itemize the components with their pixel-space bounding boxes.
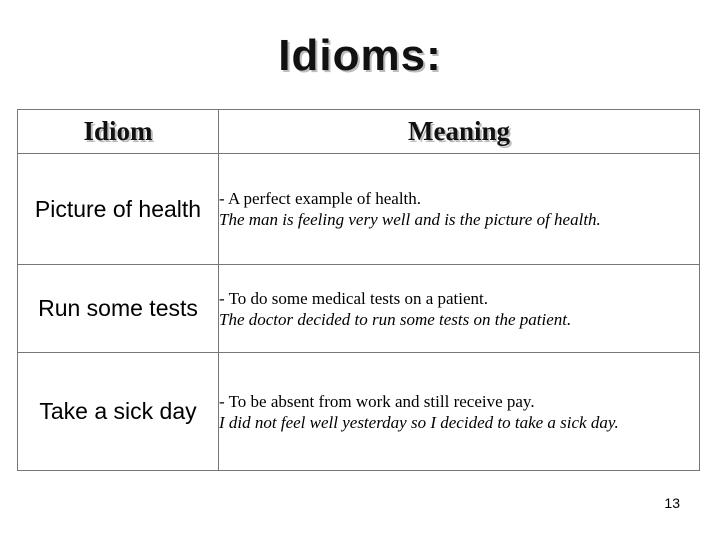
table-row (18, 265, 700, 353)
header-idiom: Idiom (18, 110, 219, 154)
meaning-example: The doctor decided to run some tests on the patient. (219, 309, 572, 329)
meaning-definition: - To be absent from work and still receive pay. (219, 391, 535, 411)
meaning-example: I did not feel well yesterday so I decided to take a sick day. (219, 412, 619, 432)
idiom-cell: Run some tests (18, 265, 219, 353)
table-row (18, 353, 700, 471)
meaning-cell (219, 265, 700, 353)
slide-title: Idioms: (278, 31, 442, 80)
table-row (18, 154, 700, 265)
idiom-cell: Take a sick day (18, 353, 219, 471)
meaning-definition: - To do some medical tests on a patient. (219, 288, 489, 308)
meaning-cell (219, 353, 700, 471)
header-meaning: Meaning (219, 110, 700, 154)
meaning-cell (219, 154, 700, 265)
meaning-example: The man is feeling very well and is the picture of health. (219, 210, 601, 229)
idiom-table (17, 109, 700, 471)
page-number: 13 (664, 495, 680, 511)
idiom-cell: Picture of health (18, 154, 219, 265)
table-header-row (18, 110, 700, 154)
meaning-definition: - A perfect example of health. (219, 189, 422, 208)
